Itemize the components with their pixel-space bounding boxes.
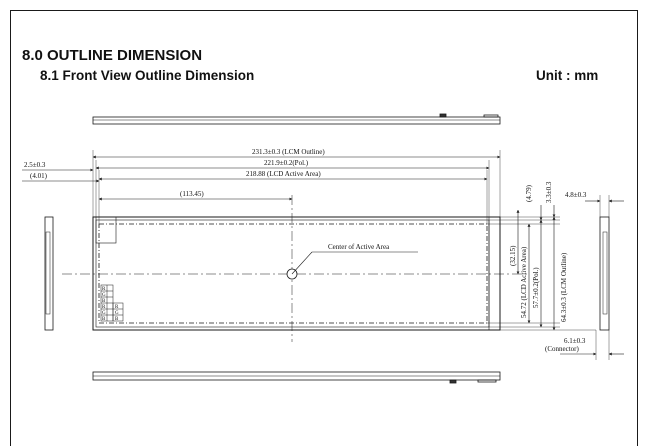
unit-label: Unit : mm	[536, 68, 599, 83]
center-x-label: (113.45)	[180, 190, 204, 198]
section-title: 8.0 OUTLINE DIMENSION	[22, 47, 203, 64]
pol-width-label: 221.9±0.2(Pol.)	[264, 159, 309, 167]
connector-label: (Connector)	[545, 345, 579, 353]
pixel-label: R	[102, 305, 106, 310]
left-offset-ref-label: (4.01)	[30, 172, 47, 180]
dimension-lines	[22, 157, 624, 354]
pixel-label: G	[102, 311, 106, 316]
center-y-label: (32.15)	[509, 245, 517, 266]
pol-height-label: 57.7±0.2(Pol.)	[532, 267, 540, 308]
extension-lines	[93, 150, 609, 360]
active-area-width-label: 218.88 (LCD Active Area)	[246, 170, 321, 178]
active-area-height-label: 54.72 (LCD Active Area)	[520, 246, 528, 318]
pixel-label: B	[102, 299, 106, 304]
pixel-label: R	[102, 287, 106, 292]
top-view	[93, 114, 500, 124]
left-offset-label: 2.5±0.3	[24, 161, 46, 169]
pixel-label: B	[102, 317, 106, 322]
pixel-label: G	[102, 293, 106, 298]
lcm-outline-height-label: 64.3±0.3 (LCM Outline)	[560, 252, 568, 322]
bottom-view	[93, 372, 500, 383]
center-of-active-area-label: Center of Active Area	[328, 243, 390, 251]
right-side-view	[600, 217, 609, 330]
top-offset-label: (4.79)	[525, 185, 533, 202]
pixel-label: B	[115, 317, 119, 322]
left-side-view	[45, 217, 53, 330]
top-offset2-label: 3.3±0.3	[545, 181, 553, 203]
thickness-label: 4.8±0.3	[565, 191, 587, 199]
pixel-pattern-labels	[102, 287, 119, 322]
lcm-outline-width-label: 231.3±0.3 (LCM Outline)	[252, 148, 325, 156]
subsection-title: 8.1 Front View Outline Dimension	[40, 68, 255, 83]
connector-offset-label: 6.1±0.3	[564, 337, 586, 345]
pixel-label: G	[115, 311, 119, 316]
pixel-label: R	[115, 305, 119, 310]
